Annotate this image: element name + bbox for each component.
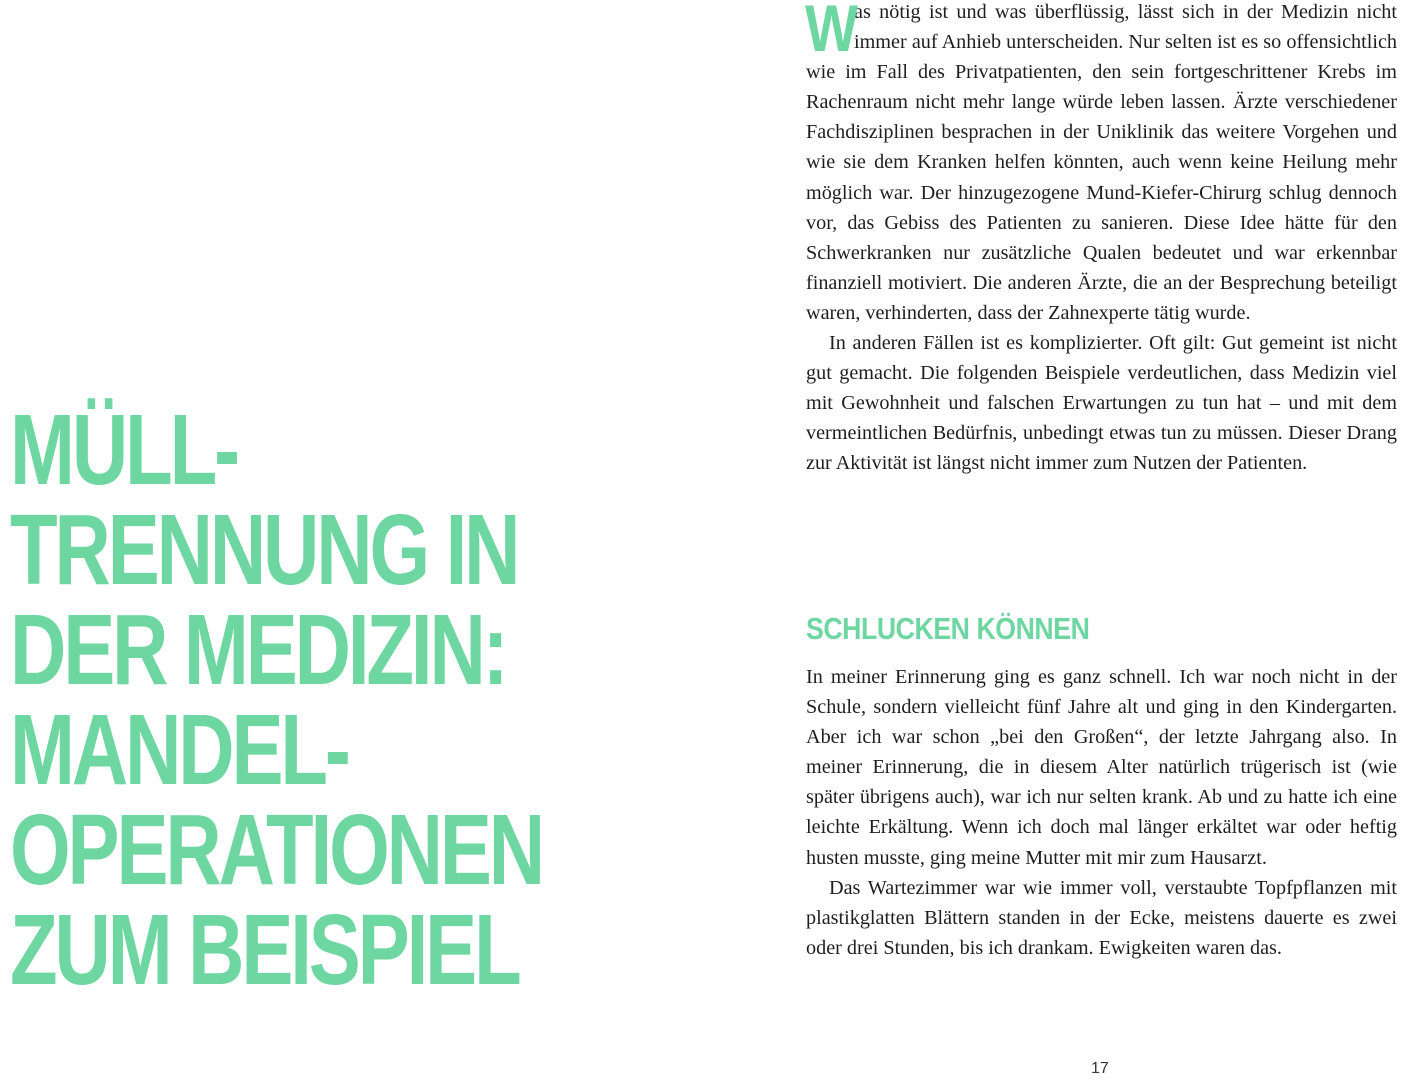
chapter-title-line: DER MEDIZIN: — [10, 594, 506, 706]
right-page — [806, 0, 1397, 1081]
drop-cap: W — [805, 0, 858, 65]
chapter-title-line: MANDEL- — [10, 694, 348, 806]
page-number: 17 — [1091, 1060, 1109, 1077]
left-page — [0, 0, 700, 1081]
chapter-title — [10, 394, 542, 1006]
chapter-title-line: MÜLL- — [10, 394, 237, 506]
section-heading: SCHLUCKEN KÖNNEN — [806, 611, 1090, 646]
chapter-title-line: OPERATIONEN — [10, 794, 542, 906]
intro-paragraph — [806, 0, 1397, 328]
intro-paragraph-text: as nötig ist und was überflüssig, lässt sich in der Medizin nicht immer auf Anhieb unterscheiden. Nur selten ist es so offensichtlich wie im Fall des Privatpatienten, den sein fortgeschrittener Krebs im Rachenraum nicht mehr lange würde leben lassen. Ärzte verschiedener Fachdisziplinen besprachen in der Uniklinik das weitere Vorgehen und wie sie dem Kranken helfen könnten, auch wenn keine Heilung mehr möglich war. Der hinzugezogene Mund-Kiefer-Chirurg schlug dennoch vor, das Gebiss des Patienten zu sanieren. Diese Idee hätte für den Schwerkranken nur zusätzliche Qualen bedeutet und war erkennbar finanziell motiviert. Die anderen Ärzte, die an der Besprechung beteiligt waren, verhinderten, dass der Zahnexperte tätig wurde. — [806, 1, 1397, 324]
intro-text — [806, 0, 1397, 479]
chapter-title-line: ZUM BEISPIEL — [10, 894, 519, 1006]
section-paragraph: Das Wartezimmer war wie immer voll, verstaubte Topfpflanzen mit plastikglatten Blättern standen in der Ecke, meistens dauerte es zwei oder drei Stunden, bis ich drankam. Ewigkeiten waren das. — [806, 876, 1397, 959]
chapter-title-line: TRENNUNG IN — [10, 494, 518, 606]
section-text — [806, 662, 1397, 963]
section-paragraph: In meiner Erinnerung ging es ganz schnell. Ich war noch nicht in der Schule, sondern vielleicht fünf Jahre alt und ging in den Kindergarten. Aber ich war schon „bei den Großen“, der letzte Jahrgang also. In meiner Erinnerung, die in diesem Alter natürlich trügerisch ist (wie später übrigens auch), war ich nur selten krank. Ab und zu hatte ich eine leichte Erkältung. Wenn ich doch mal länger erkältet war oder heftig husten musste, ging meine Mutter mit mir zum Hausarzt. — [806, 666, 1397, 869]
intro-paragraph: In anderen Fällen ist es komplizierter. Oft gilt: Gut gemeint ist nicht gut gemacht. Die folgenden Beispiele verdeutlichen, dass Medizin viel mit Gewohnheit und falschen Erwartungen zu tun hat – und mit dem vermeintlichen Bedürfnis, unbedingt etwas tun zu müssen. Dieser Drang zur Aktivität ist längst nicht immer zum Nutzen der Patienten. — [806, 332, 1397, 475]
